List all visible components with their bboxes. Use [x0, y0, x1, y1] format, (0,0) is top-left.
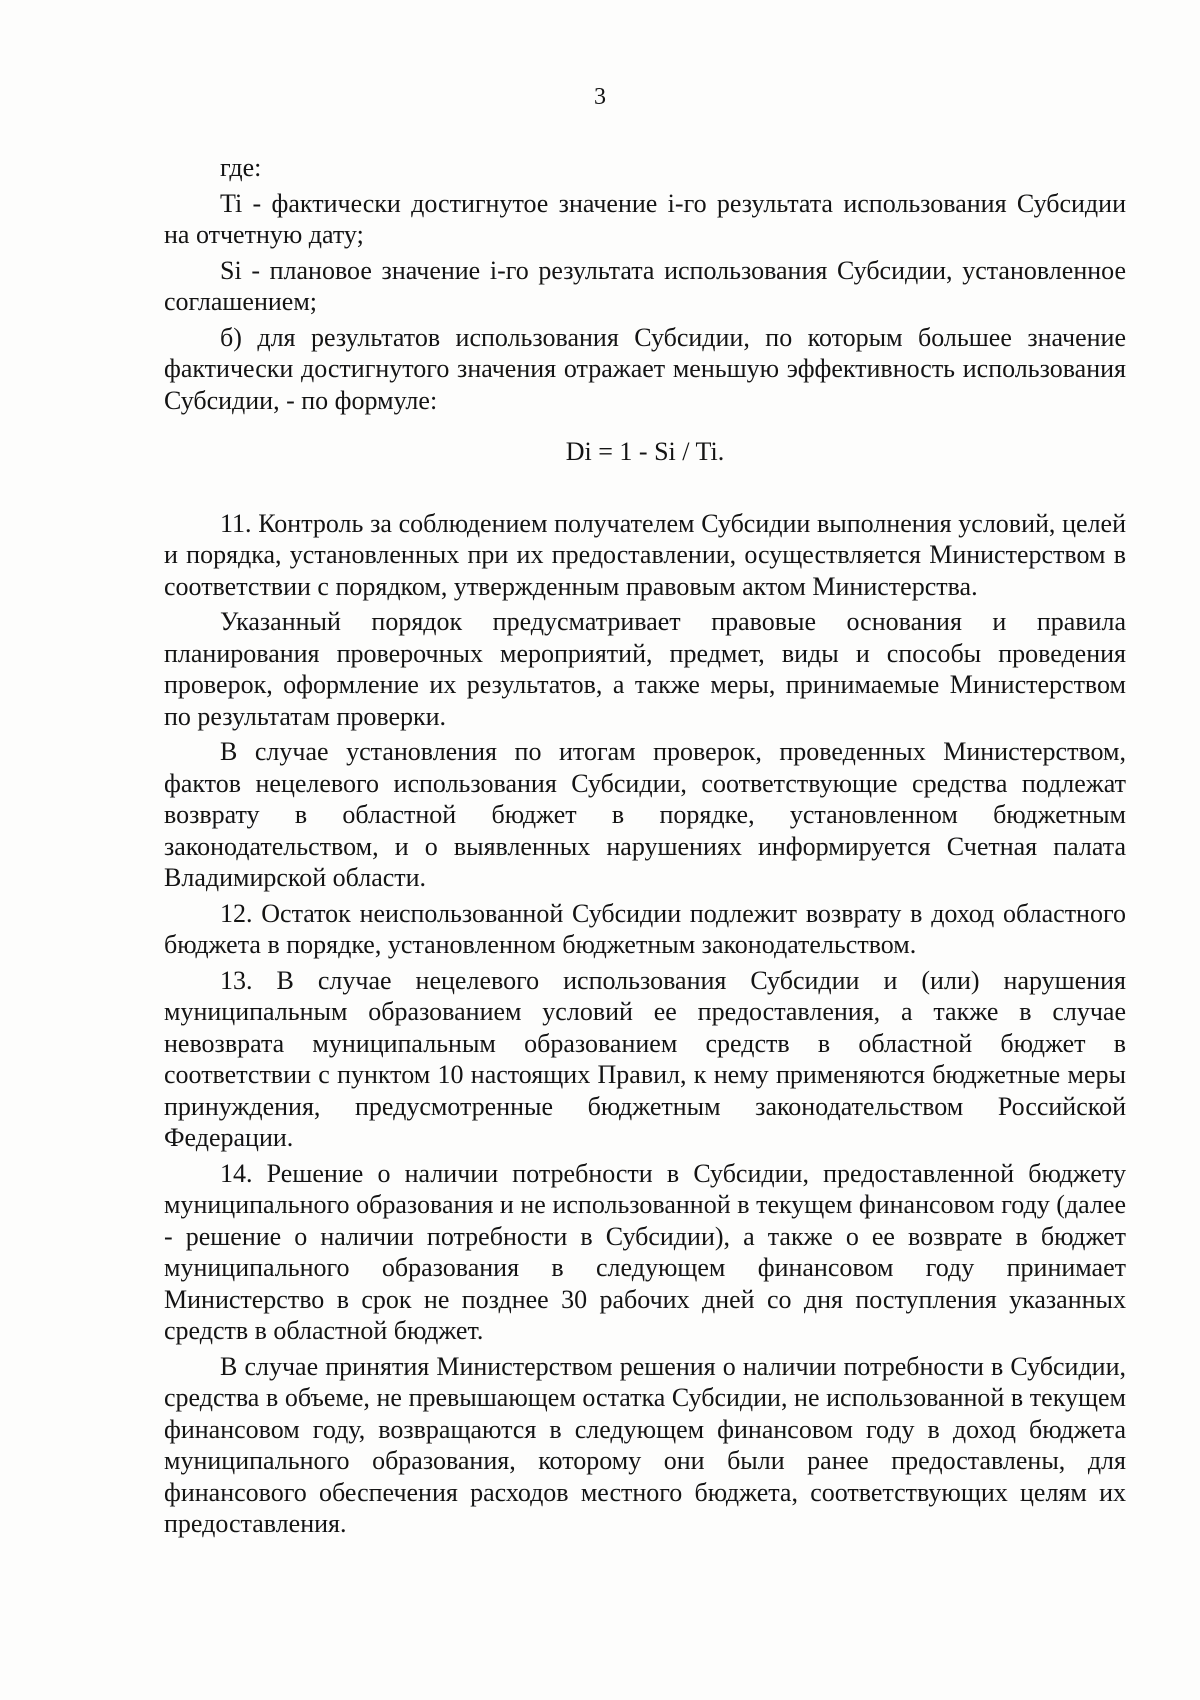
- formula: Di = 1 - Si / Ti.: [565, 437, 725, 466]
- paragraph-14: 14. Решение о наличии потребности в Субсидии, предоставленной бюджету муниципального образования и не использованной в текущем финансовом году (далее - решение о наличии потребности в Субсидии), а также о ее возврате в бюджет муниципального образования в следующем финансовом году принимает Министерство в срок не позднее 30 рабочих дней со дня поступления указанных средств в областной бюджет.: [164, 1158, 1126, 1345]
- paragraph-item-b: б) для результатов использования Субсидии, по которым большее значение фактически достигнутого значения отражает меньшую эффективность использования Субсидии, - по формуле:: [164, 322, 1126, 415]
- paragraph-13: 13. В случае нецелевого использования Субсидии и (или) нарушения муниципальным образованием условий ее предоставления, а также в случае невозврата муниципальным образованием средств в областной бюджет в соответствии с пунктом 10 настоящих Правил, к нему применяются бюджетные меры принуждения, предусмотренные бюджетным законодательством Российской Федерации.: [164, 965, 1126, 1152]
- paragraph-12: 12. Остаток неиспользованной Субсидии подлежит возврату в доход областного бюджета в порядке, установленном бюджетным законодательством.: [164, 898, 1126, 959]
- paragraph-ti-definition: Ti - фактически достигнутое значение i-го результата использования Субсидии на отчетную дату;: [164, 188, 1126, 249]
- paragraph-procedure: Указанный порядок предусматривает правовые основания и правила планирования проверочных мероприятий, предмет, виды и способы проведения проверок, оформление их результатов, а также меры, принимаемые Министерством по результатам проверки.: [164, 607, 1126, 731]
- paragraph-return-decision: В случае принятия Министерством решения о наличии потребности в Субсидии, средства в объеме, не превышающем остатка Субсидии, не использованной в текущем финансовом году, возвращаются в следующем финансовом году в доход бюджета муниципального образования, которому они были ранее предоставлены, для финансового обеспечения расходов местного бюджета, соответствующих целям их предоставления.: [164, 1351, 1126, 1538]
- paragraph-where: где:: [220, 153, 262, 182]
- paragraph-misuse: В случае установления по итогам проверок, проведенных Министерством, фактов нецелевого использования Субсидии, соответствующие средства подлежат возврату в областной бюджет в порядке, установленном бюджетным законодательством, и о выявленных нарушениях информируется Счетная палата Владимирской области.: [164, 737, 1126, 892]
- document-body: [164, 152, 1126, 1544]
- paragraph-si-definition: Si - плановое значение i-го результата использования Субсидии, установленное соглашением;: [164, 255, 1126, 316]
- page-number: 3: [594, 84, 606, 110]
- paragraph-11: 11. Контроль за соблюдением получателем Субсидии выполнения условий, целей и порядка, установленных при их предоставлении, осуществляется Министерством в соответствии с порядком, утвержденным правовым актом Министерства.: [164, 508, 1126, 601]
